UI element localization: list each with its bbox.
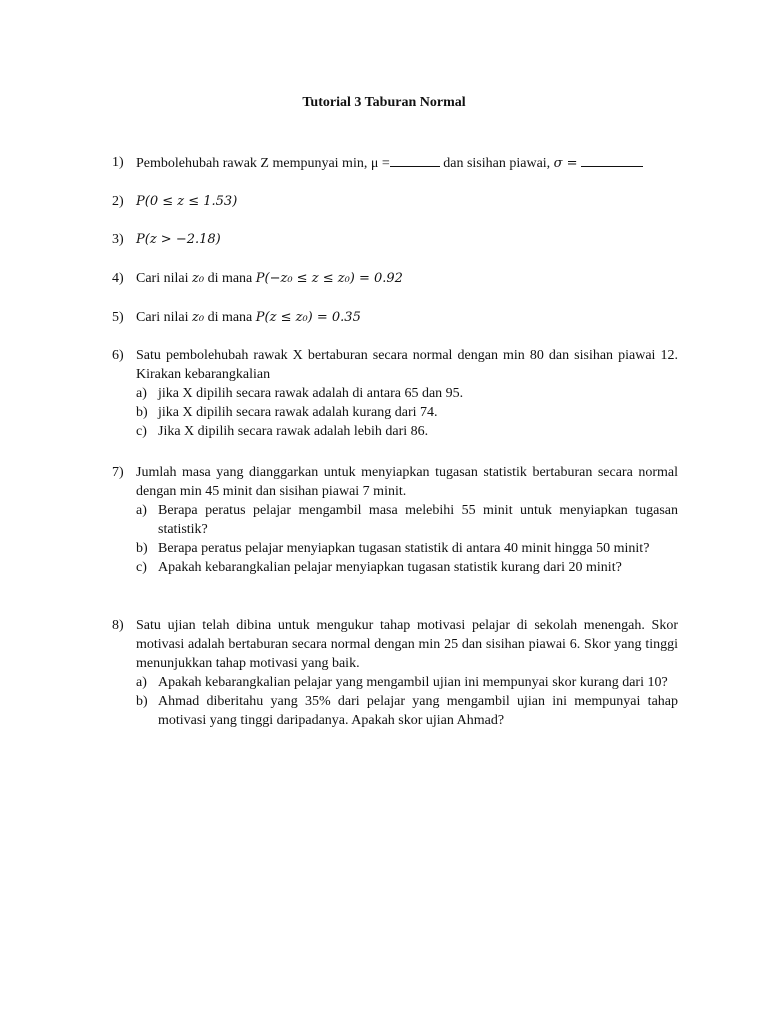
question-3 (112, 230, 678, 249)
sub-label: b) (136, 405, 148, 420)
sub-label: c) (136, 560, 147, 575)
sigma-symbol: σ = (553, 156, 578, 171)
sub-label: b) (136, 541, 148, 556)
answer-blank-sd (581, 153, 643, 167)
question-5 (112, 308, 678, 327)
sub-question (136, 403, 678, 422)
question-4 (112, 269, 678, 288)
sub-text: Berapa peratus pelajar mengambil masa melebihi 55 minit untuk menyiapkan tugasan statistik? (158, 503, 678, 537)
sub-text: Apakah kebarangkalian pelajar menyiapkan tugasan statistik kurang dari 20 minit? (158, 560, 622, 575)
sub-question (136, 422, 678, 441)
sub-text: Apakah kebarangkalian pelajar yang mengambil ujian ini mempunyai skor kurang dari 10? (158, 675, 668, 690)
question-text: Cari nilai (136, 310, 192, 325)
question-number: 7) (112, 465, 124, 480)
sub-question (136, 673, 678, 692)
question-number: 5) (112, 310, 124, 325)
sub-text: Jika X dipilih secara rawak adalah lebih dari 86. (158, 424, 429, 439)
math-expression: P(0 ≤ z ≤ 1.53) (136, 194, 238, 209)
question-text: Cari nilai (136, 271, 192, 286)
math-variable: z₀ (192, 271, 205, 286)
sub-label: b) (136, 694, 148, 709)
sub-label: a) (136, 675, 147, 690)
question-text: Pembolehubah rawak Z mempunyai min, μ = (136, 156, 390, 171)
question-text: Satu ujian telah dibina untuk mengukur tahap motivasi pelajar di sekolah menengah. Skor motivasi adalah bertaburan secara normal dengan min 25 dan sisihan piawai 6. Skor yang tinggi menunjukkan tahap motivasi yang baik. (136, 618, 678, 671)
math-expression: P(z > −2.18) (136, 232, 221, 247)
sub-question (136, 558, 678, 577)
sub-text: jika X dipilih secara rawak adalah di antara 65 dan 95. (158, 386, 464, 401)
question-7 (112, 463, 678, 577)
question-8 (112, 616, 678, 730)
question-number: 1) (112, 155, 124, 170)
sub-question (136, 539, 678, 558)
question-text: Jumlah masa yang dianggarkan untuk menyiapkan tugasan statistik bertaburan secara normal dengan min 45 minit dan sisihan piawai 7 minit. (136, 465, 678, 499)
question-text-mid: di mana (204, 310, 256, 325)
sub-text: Berapa peratus pelajar menyiapkan tugasan statistik di antara 40 minit hingga 50 minit? (158, 541, 650, 556)
sub-question (136, 384, 678, 403)
question-text-mid: di mana (204, 271, 256, 286)
question-2 (112, 192, 678, 211)
question-text: Satu pembolehubah rawak X bertaburan secara normal dengan min 80 dan sisihan piawai 12. Kirakan kebarangkalian (136, 348, 678, 382)
sub-label: a) (136, 386, 147, 401)
math-expression: P(−z₀ ≤ z ≤ z₀) = 0.92 (255, 271, 403, 286)
question-number: 8) (112, 618, 124, 633)
math-expression: P(z ≤ z₀) = 0.35 (255, 310, 361, 325)
sub-text: Ahmad diberitahu yang 35% dari pelajar yang mengambil ujian ini mempunyai tahap motivasi yang tinggi daripadanya. Apakah skor ujian Ahmad? (158, 694, 678, 728)
sub-question (136, 501, 678, 539)
sub-question (136, 692, 678, 730)
sub-label: a) (136, 503, 147, 518)
question-number: 3) (112, 232, 124, 247)
answer-blank-mean (390, 153, 440, 167)
page-title: Tutorial 3 Taburan Normal (302, 95, 466, 110)
math-variable: z₀ (192, 310, 205, 325)
question-text-mid: dan sisihan piawai, (439, 156, 554, 171)
sub-label: c) (136, 424, 147, 439)
question-1 (112, 153, 678, 173)
question-6 (112, 346, 678, 441)
question-number: 2) (112, 194, 124, 209)
question-number: 6) (112, 348, 124, 363)
question-number: 4) (112, 271, 124, 286)
sub-text: jika X dipilih secara rawak adalah kurang dari 74. (158, 405, 438, 420)
